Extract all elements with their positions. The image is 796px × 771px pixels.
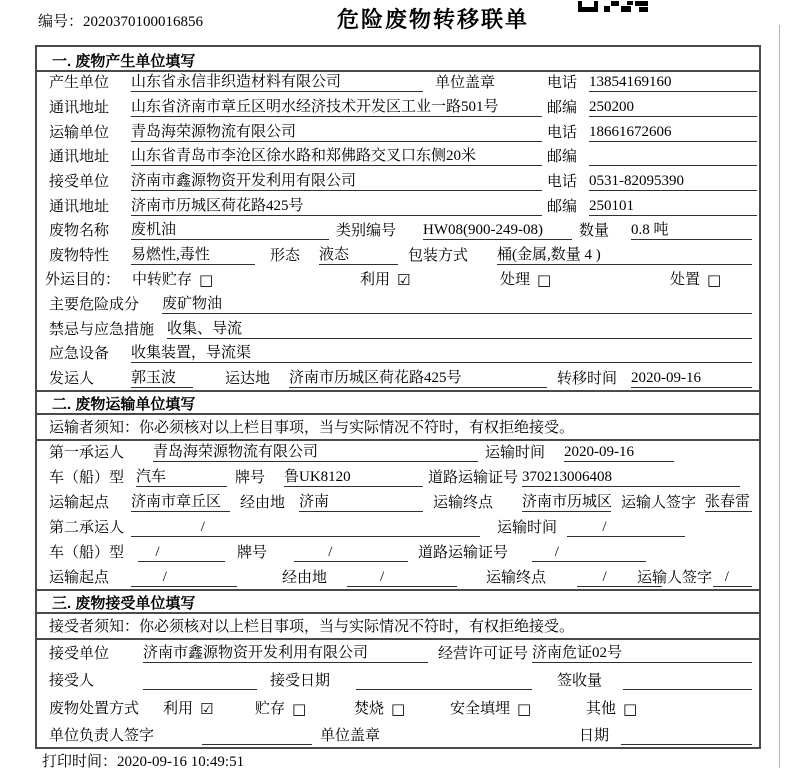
divider [37, 390, 759, 392]
origin2-label: 运输起点 [49, 570, 110, 586]
via1-label: 经由地 [240, 495, 286, 511]
option-label: 其他 [586, 701, 617, 717]
emergency-equipment-label: 应急设备 [49, 346, 110, 362]
purpose-option-utilize [360, 271, 410, 289]
option-label: 焚烧 [354, 701, 385, 717]
transport-address-value: 山东省青岛市李沧区徐水路和郑佛路交叉口东侧20米 [131, 147, 542, 166]
permit2-value: / [532, 543, 646, 562]
origin1-value: 济南市章丘区 [131, 493, 230, 512]
receiver-unit-label: 接受单位 [49, 174, 110, 190]
row-transport-address [37, 144, 759, 168]
quantity-label: 数量 [579, 223, 610, 239]
row-vehicle2 [37, 539, 759, 564]
row-emergency-equipment [37, 341, 759, 365]
row-transport-unit [37, 119, 759, 144]
terminal2-value: / [577, 568, 662, 587]
purpose-option-dispose [670, 271, 721, 289]
plate2-label: 牌号 [237, 545, 268, 561]
consignor-value: 郭玉波 [131, 369, 193, 388]
row-carrier2 [37, 514, 759, 539]
row-producer-address [37, 94, 759, 119]
divider [37, 589, 759, 591]
transport-unit-value: 青岛海荣源物流有限公司 [131, 123, 542, 142]
transport-address-label: 通讯地址 [49, 149, 110, 165]
waste-form-value: 液态 [319, 246, 398, 265]
section1-heading: 一. 废物产生单位填写 [52, 53, 196, 70]
row-main-hazard [37, 291, 759, 316]
receiver-phone-label: 电话 [547, 174, 578, 190]
sign2-label: 运输人签字 [637, 570, 713, 586]
transport-time1-label: 运输时间 [485, 445, 546, 461]
disposal-option-landfill [450, 700, 531, 718]
vehicle1-value: 汽车 [136, 468, 227, 487]
row-accept-person [37, 665, 759, 692]
accept-unit-label: 接受单位 [49, 646, 110, 662]
terminal2-label: 运输终点 [486, 570, 547, 586]
row-route1 [37, 489, 759, 514]
row-disposal-method [37, 692, 759, 720]
waste-property-label: 废物特性 [49, 248, 110, 264]
responsible-sign-label: 单位负责人签字 [49, 728, 155, 744]
row-producer-unit [37, 70, 759, 94]
print-time-label: 打印时间： [42, 754, 118, 770]
row-consignor [37, 365, 759, 390]
checkbox-checked-icon: ☑ [200, 700, 214, 718]
row-carrier1 [37, 439, 759, 464]
accept-person-label: 接受人 [49, 673, 95, 689]
transfer-date-label: 转移时间 [557, 371, 618, 387]
transporter-notice: 运输者须知：你必须核对以上栏目事项，当与实际情况不符时，有权拒绝接受。 [49, 420, 575, 436]
option-label: 利用 [360, 272, 391, 288]
row-outbound-purpose [37, 267, 759, 291]
option-label: 处置 [670, 272, 701, 288]
transport-time2-label: 运输时间 [497, 520, 558, 536]
disposal-method-label: 废物处置方式 [49, 701, 140, 717]
transport-time1-value: 2020-09-16 [564, 443, 674, 462]
disposal-option-other [586, 700, 637, 718]
serial-label: 编号： [38, 14, 84, 30]
transport-phone-label: 电话 [547, 125, 578, 141]
receiver-notice: 接受者须知：你必须核对以上栏目事项，当与实际情况不符时，有权拒绝接受。 [49, 619, 575, 635]
date-value [621, 726, 752, 745]
vehicle2-label: 车（船）型 [49, 545, 125, 561]
plate2-value: / [294, 543, 408, 562]
manifest-form [35, 45, 761, 749]
packing-value: 桶(金属,数量 4 ) [497, 246, 752, 265]
waste-form-label: 形态 [270, 248, 301, 264]
checkbox-unchecked-icon: □ [623, 700, 638, 718]
purpose-option-treat [500, 271, 551, 289]
terminal1-label: 运输终点 [433, 495, 494, 511]
carrier2-label: 第二承运人 [49, 520, 125, 536]
producer-phone-value: 13854169160 [589, 73, 757, 92]
vehicle1-label: 车（船）型 [49, 470, 125, 486]
serial-number: 2020370100016856 [83, 14, 204, 30]
sign1-label: 运输人签字 [621, 495, 697, 511]
row-responsible-sign [37, 720, 759, 747]
row-accept-unit [37, 638, 759, 665]
option-label: 安全填埋 [450, 701, 511, 717]
option-label: 处理 [500, 272, 531, 288]
row-waste-name [37, 218, 759, 242]
permit2-label: 道路运输证号 [418, 545, 509, 561]
disposal-option-utilize [163, 700, 213, 718]
receiver-unit-value: 济南市鑫源物资开发利用有限公司 [131, 172, 542, 191]
date-label: 日期 [579, 728, 610, 744]
row-receiver-notice [37, 612, 759, 638]
producer-zip-label: 邮编 [547, 100, 578, 116]
carrier1-value: 青岛海荣源物流有限公司 [153, 443, 478, 462]
checkbox-unchecked-icon: □ [707, 271, 722, 289]
producer-zip-value: 250200 [589, 98, 757, 117]
accept-amount-label: 签收量 [557, 673, 603, 689]
consignor-label: 发运人 [49, 371, 95, 387]
hazard-label: 主要危险成分 [49, 297, 140, 313]
producer-address-value: 山东省济南市章丘区明水经济技术开发区工业一路501号 [131, 98, 542, 117]
carrier2-value: / [131, 518, 480, 537]
license-label: 经营许可证号 [438, 646, 529, 662]
accept-unit-value: 济南市鑫源物资开发利用有限公司 [143, 644, 428, 663]
waste-property-value: 易燃性,毒性 [131, 246, 255, 265]
sign2-value: / [713, 568, 752, 587]
producer-unit-value: 山东省永信非织造材料有限公司 [131, 73, 423, 92]
packing-label: 包装方式 [408, 248, 469, 264]
receiver-address-value: 济南市历城区荷花路425号 [131, 197, 542, 216]
via2-value: / [347, 568, 457, 587]
origin1-label: 运输起点 [49, 495, 110, 511]
plate1-label: 牌号 [235, 470, 266, 486]
disposal-option-incinerate [354, 700, 405, 718]
producer-address-label: 通讯地址 [49, 100, 110, 116]
destination-label: 运达地 [225, 371, 271, 387]
row-vehicle1 [37, 464, 759, 489]
disposal-option-storage [255, 700, 306, 718]
qr-code-icon [578, 0, 652, 18]
accept-person-value [143, 671, 257, 690]
accept-date-value [356, 671, 532, 690]
producer-phone-label: 电话 [547, 75, 578, 91]
vehicle2-value: / [138, 543, 225, 562]
unit-seal-label: 单位盖章 [435, 75, 496, 91]
hazard-value: 废矿物油 [162, 295, 752, 314]
print-time-value: 2020-09-16 10:49:51 [117, 754, 245, 770]
checkbox-unchecked-icon: □ [537, 271, 552, 289]
transport-zip-label: 邮编 [547, 149, 578, 165]
transport-phone-value: 18661672606 [589, 123, 757, 142]
category-code-label: 类别编号 [336, 223, 397, 239]
via1-value: 济南 [299, 493, 423, 512]
transport-zip-value [589, 147, 757, 166]
option-label: 利用 [163, 701, 194, 717]
receiver-zip-value: 250101 [589, 197, 757, 216]
origin2-value: / [131, 568, 237, 587]
row-receiver-address [37, 193, 759, 218]
terminal1-value: 济南市历城区 [522, 494, 613, 510]
license-value: 济南危证02号 [532, 644, 752, 663]
permit1-label: 道路运输证号 [428, 470, 519, 486]
carrier1-label: 第一承运人 [49, 445, 125, 461]
waste-name-value: 废机油 [131, 221, 329, 240]
checkbox-unchecked-icon: □ [199, 271, 214, 289]
serial-line [38, 10, 203, 31]
receiver-phone-value: 0531-82095390 [589, 172, 757, 191]
row-receiver-unit [37, 168, 759, 193]
section2-heading: 二. 废物运输单位填写 [52, 396, 196, 413]
transport-time2-value: / [567, 518, 685, 537]
receiver-zip-label: 邮编 [547, 199, 578, 215]
option-label: 中转贮存 [132, 272, 193, 288]
destination-value: 济南市历城区荷花路425号 [289, 369, 547, 388]
via2-label: 经由地 [282, 570, 328, 586]
checkbox-unchecked-icon: □ [292, 700, 307, 718]
checkbox-unchecked-icon: □ [517, 700, 532, 718]
checkbox-unchecked-icon: □ [391, 700, 406, 718]
producer-unit-label: 产生单位 [49, 75, 110, 91]
purpose-label: 外运目的： [45, 272, 121, 288]
accept-date-label: 接受日期 [270, 673, 331, 689]
row-transporter-notice [37, 413, 759, 439]
transfer-date-value: 2020-09-16 [631, 369, 752, 388]
transport-unit-label: 运输单位 [49, 125, 110, 141]
option-label: 贮存 [255, 701, 286, 717]
page-edge-divider [779, 25, 780, 768]
receiver-address-label: 通讯地址 [49, 199, 110, 215]
checkbox-checked-icon: ☑ [397, 271, 411, 289]
accept-amount-value [623, 671, 752, 690]
plate1-value: 鲁UK8120 [284, 468, 423, 487]
contraindication-value: 收集、导流 [167, 320, 752, 339]
category-code-value: HW08(900-249-08) [423, 221, 572, 240]
permit1-value: 370213006408 [522, 468, 740, 487]
waste-name-label: 废物名称 [49, 223, 110, 239]
section3-heading: 三. 废物接受单位填写 [52, 595, 196, 612]
purpose-option-transfer-storage [132, 271, 213, 289]
quantity-value: 0.8 吨 [631, 221, 752, 240]
responsible-sign-value [202, 726, 312, 745]
row-contraindication [37, 316, 759, 341]
row-route2-sign [37, 564, 759, 589]
row-waste-property [37, 242, 759, 267]
emergency-equipment-value: 收集装置，导流渠 [131, 344, 752, 363]
unit-seal2-label: 单位盖章 [320, 728, 381, 744]
page-title: 危险废物转移联单 [337, 7, 530, 32]
contraindication-label: 禁忌与应急措施 [49, 322, 155, 338]
sign1-value: 张春雷 [705, 494, 751, 510]
